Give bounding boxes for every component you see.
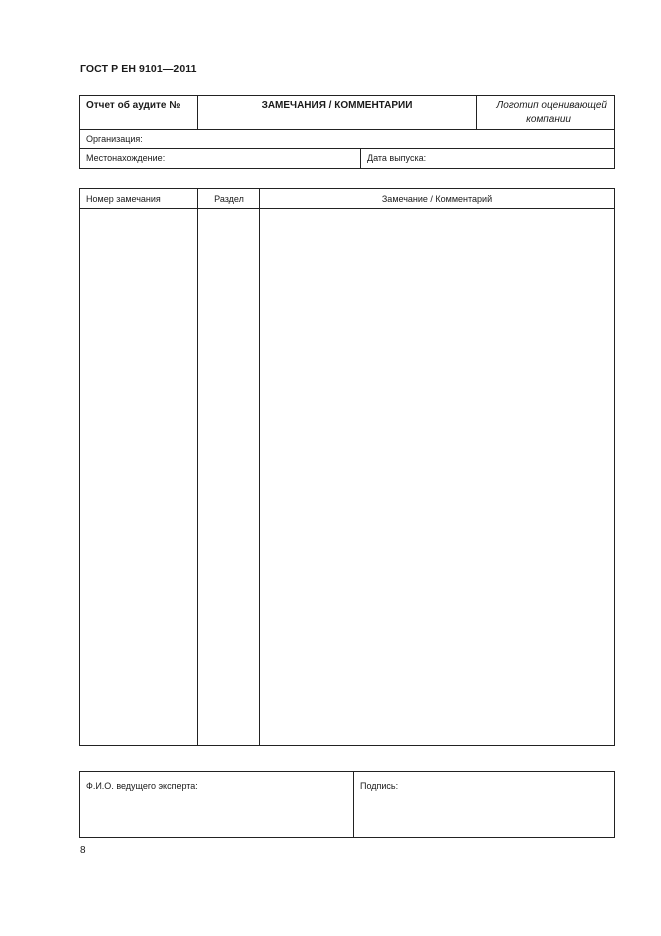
signature-field[interactable] (354, 772, 398, 846)
header-title-row (80, 96, 614, 130)
remarks-table-header (80, 189, 614, 209)
page-number: 8 (80, 845, 86, 856)
organization-label: Организация: (86, 134, 143, 144)
issue-date-field[interactable] (361, 149, 426, 172)
document-standard-header: ГОСТ Р ЕН 9101—2011 (80, 63, 197, 75)
remarks-table (79, 188, 615, 746)
signature-label: Подпись: (360, 781, 399, 791)
logo-placeholder-line-2: компании (526, 114, 571, 125)
signature-table (79, 771, 615, 838)
remark-number-column[interactable] (80, 189, 198, 745)
logo-placeholder-line-1: Логотип оценивающей (496, 100, 607, 111)
report-number-label: Отчет об аудите № (80, 96, 198, 129)
location-label: Местонахождение: (86, 153, 166, 163)
lead-expert-field[interactable] (80, 772, 354, 837)
column-header-remark-number: Номер замечания (86, 194, 161, 204)
audit-header-table (79, 95, 615, 169)
column-header-section: Раздел (214, 194, 244, 204)
remark-comment-column[interactable] (260, 189, 614, 745)
location-field[interactable] (80, 149, 361, 168)
column-header-remark-comment: Замечание / Комментарий (381, 194, 493, 204)
form-title: ЗАМЕЧАНИЯ / КОММЕНТАРИИ (198, 96, 477, 129)
lead-expert-label: Ф.И.О. ведущего эксперта: (86, 781, 198, 791)
organization-field[interactable] (80, 130, 614, 149)
issue-date-label: Дата выпуска: (367, 153, 427, 163)
location-date-row (80, 149, 614, 168)
company-logo-placeholder (477, 96, 615, 129)
section-column[interactable] (198, 189, 260, 745)
